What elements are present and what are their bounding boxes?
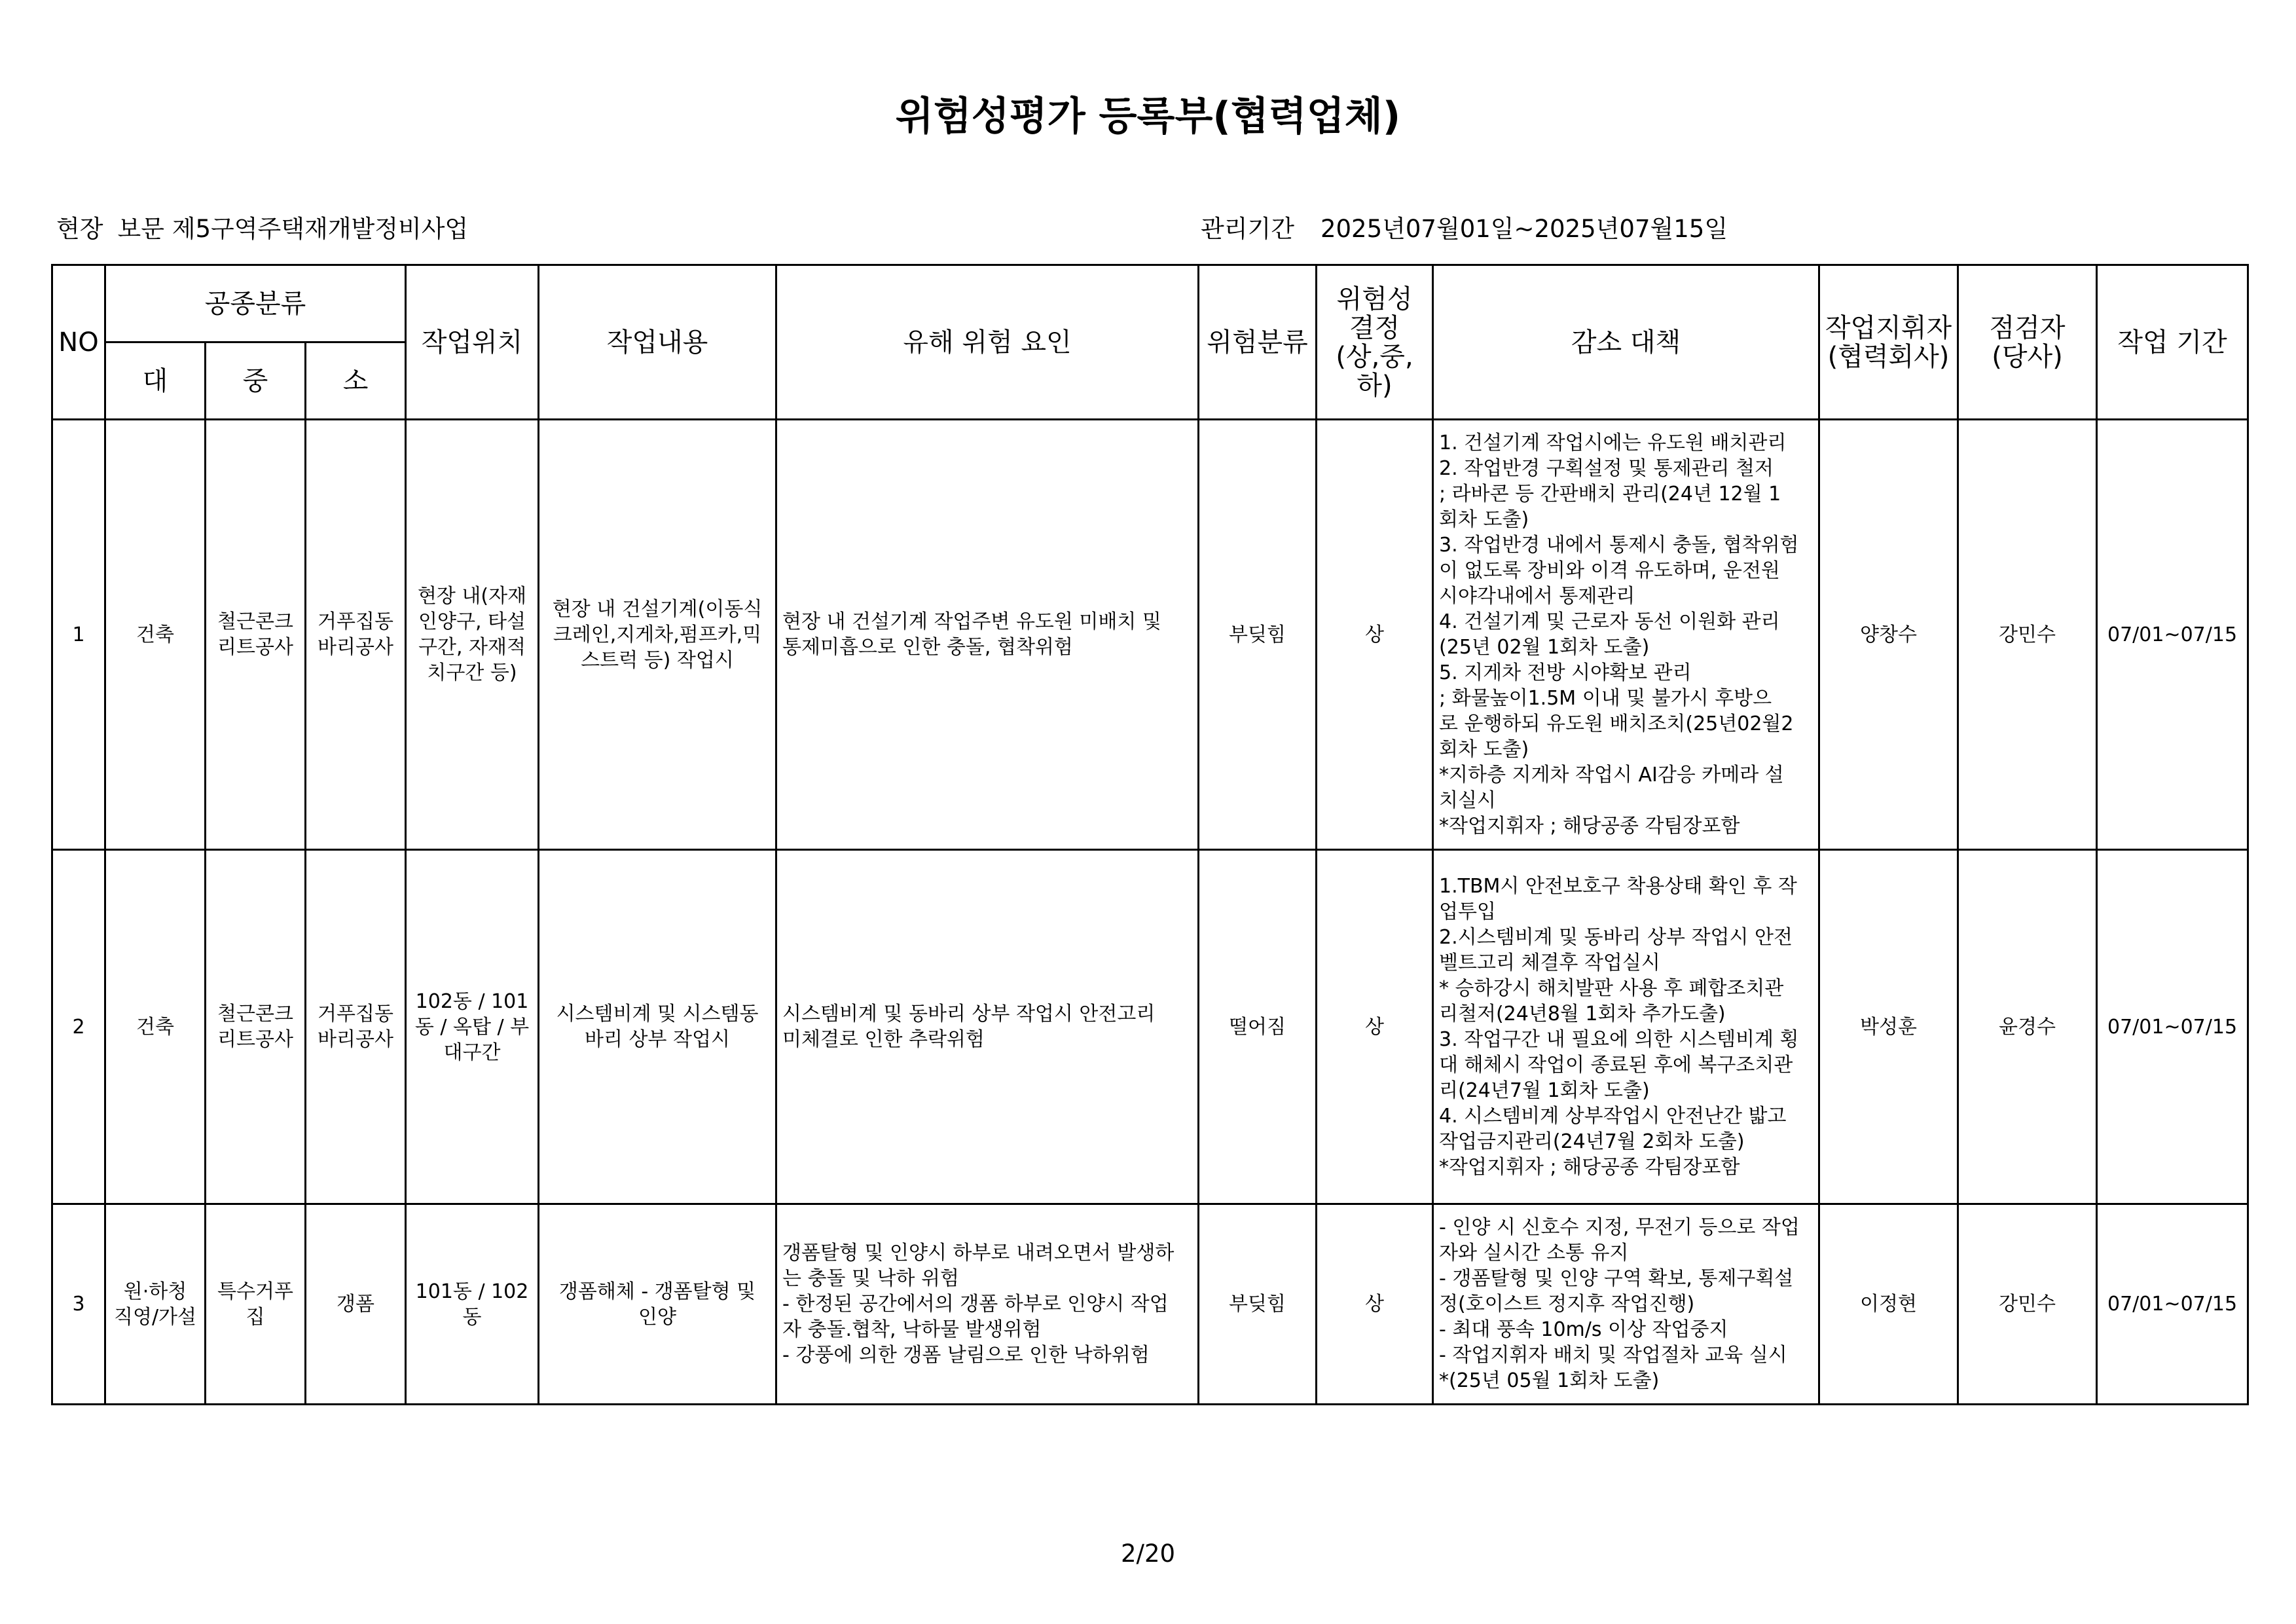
row-risk-type: 부딪힘 xyxy=(1199,1204,1317,1405)
site-info xyxy=(56,213,483,246)
row-supervisor: 박성훈 xyxy=(1819,850,1958,1204)
row-location: 101동 / 102 동 xyxy=(406,1204,539,1405)
row-location: 현장 내(자재 인양구, 타설 구간, 자재적 치구간 등) xyxy=(406,420,539,850)
row-supervisor: 양창수 xyxy=(1819,420,1958,850)
page-title: 위험성평가 등록부(협력업체) xyxy=(895,94,1401,139)
row-large: 원·하청 직영/가설 xyxy=(105,1204,206,1405)
row-no: 1 xyxy=(52,420,105,850)
header-measures: 감소 대책 xyxy=(1433,265,1819,420)
row-risk-type: 떨어짐 xyxy=(1199,850,1317,1204)
row-small: 갱폼 xyxy=(306,1204,406,1405)
row-location: 102동 / 101 동 / 옥탑 / 부 대구간 xyxy=(406,850,539,1204)
header-duration: 작업 기간 xyxy=(2097,265,2248,420)
period-info xyxy=(1201,213,1742,246)
row-measures: 1. 건설기계 작업시에는 유도원 배치관리 2. 작업반경 구획설정 및 통제관리 철저 ; 라바콘 등 간판배치 관리(24년 12월 1 회차 도출) 3. 작업반경 내에서 통제시 충돌, 협착위험 이 없도록 장비와 이격 유도하며, 운전원 시야각내에서 통제관리 4. 건설기계 및 근로자 동선 이원화 관리 (25년 02월 1회차 도출) 5. 지게차 전방 시야확보 관리 ; 화물높이1.5M 이내 및 불가시 후방으 로 운행하되 유도원 배치조치(25년02월2 회차 도출) *지하층 지게차 작업시 AI감응 카메라 설 치실시 *작업지휘자 ; 해당공종 각팀장포함 xyxy=(1433,420,1819,850)
header-location: 작업위치 xyxy=(406,265,539,420)
row-risk-level: 상 xyxy=(1317,850,1433,1204)
table-row xyxy=(52,420,2248,850)
row-inspector: 강민수 xyxy=(1958,1204,2097,1405)
row-inspector: 윤경수 xyxy=(1958,850,2097,1204)
header-category: 공종분류 xyxy=(105,265,406,342)
row-small: 거푸집동 바리공사 xyxy=(306,850,406,1204)
row-duration: 07/01~07/15 xyxy=(2097,420,2248,850)
header-risk-level: 위험성 결정 (상,중, 하) xyxy=(1317,265,1433,420)
row-mid: 특수거푸 집 xyxy=(206,1204,306,1405)
row-mid: 철근콘크 리트공사 xyxy=(206,420,306,850)
row-hazard: 시스템비계 및 동바리 상부 작업시 안전고리 미체결로 인한 추락위험 xyxy=(776,850,1199,1204)
row-work: 시스템비계 및 시스템동 바리 상부 작업시 xyxy=(539,850,776,1204)
row-measures: 1.TBM시 안전보호구 착용상태 확인 후 작 업투입 2.시스템비계 및 동바리 상부 작업시 안전 벨트고리 체결후 작업실시 * 승하강시 해치발판 사용 후 폐합조치관 리철저(24년8월 1회차 추가도출) 3. 작업구간 내 필요에 의한 시스템비계 횡 대 해체시 작업이 종료된 후에 복구조치관 리(24년7월 1회차 도출) 4. 시스템비계 상부작업시 안전난간 밟고 작업금지관리(24년7월 2회차 도출) *작업지휘자 ; 해당공종 각팀장포함 xyxy=(1433,850,1819,1204)
row-risk-level: 상 xyxy=(1317,420,1433,850)
row-risk-level: 상 xyxy=(1317,1204,1433,1405)
header-hazard: 유해 위험 요인 xyxy=(776,265,1199,420)
row-mid: 철근콘크 리트공사 xyxy=(206,850,306,1204)
row-measures: - 인양 시 신호수 지정, 무전기 등으로 작업 자와 실시간 소통 유지 - 갱폼탈형 및 인양 구역 확보, 통제구획설 정(호이스트 정지후 작업진행) - 최대 풍속 10m/s 이상 작업중지 - 작업지휘자 배치 및 작업절차 교육 실시 *(25년 05월 1회차 도출) xyxy=(1433,1204,1819,1405)
row-no: 2 xyxy=(52,850,105,1204)
header-risk-type: 위험분류 xyxy=(1199,265,1317,420)
site-label: 현장 xyxy=(56,215,103,243)
row-duration: 07/01~07/15 xyxy=(2097,850,2248,1204)
header-no: NO xyxy=(52,265,105,420)
header-supervisor: 작업지휘자 (협력회사) xyxy=(1819,265,1958,420)
header-inspector: 점검자 (당사) xyxy=(1958,265,2097,420)
page-number: 2/20 xyxy=(1120,1540,1176,1568)
header-cat-small: 소 xyxy=(306,342,406,420)
row-hazard: 현장 내 건설기계 작업주변 유도원 미배치 및 통제미흡으로 인한 충돌, 협착위험 xyxy=(776,420,1199,850)
row-small: 거푸집동 바리공사 xyxy=(306,420,406,850)
table-row xyxy=(52,850,2248,1204)
row-risk-type: 부딪힘 xyxy=(1199,420,1317,850)
site-name: 보문 제5구역주택재개발정비사업 xyxy=(117,215,469,243)
row-large: 건축 xyxy=(105,420,206,850)
row-duration: 07/01~07/15 xyxy=(2097,1204,2248,1405)
period-value: 2025년07월01일~2025년07월15일 xyxy=(1320,215,1728,243)
row-hazard: 갱폼탈형 및 인양시 하부로 내려오면서 발생하 는 충돌 및 낙하 위험 - 한정된 공간에서의 갱폼 하부로 인양시 작업 자 충돌.협착, 낙하물 발생위험 - 강풍에 의한 갱폼 날림으로 인한 낙하위험 xyxy=(776,1204,1199,1405)
row-work: 갱폼해체 - 갱폼탈형 및 인양 xyxy=(539,1204,776,1405)
row-large: 건축 xyxy=(105,850,206,1204)
row-no: 3 xyxy=(52,1204,105,1405)
risk-assessment-table xyxy=(51,264,2249,1405)
row-supervisor: 이정현 xyxy=(1819,1204,1958,1405)
header-work: 작업내용 xyxy=(539,265,776,420)
header-cat-large: 대 xyxy=(105,342,206,420)
header-cat-mid: 중 xyxy=(206,342,306,420)
row-inspector: 강민수 xyxy=(1958,420,2097,850)
period-label: 관리기간 xyxy=(1201,215,1294,243)
table-row xyxy=(52,1204,2248,1405)
row-work: 현장 내 건설기계(이동식 크레인,지게차,펌프카,믹 스트럭 등) 작업시 xyxy=(539,420,776,850)
